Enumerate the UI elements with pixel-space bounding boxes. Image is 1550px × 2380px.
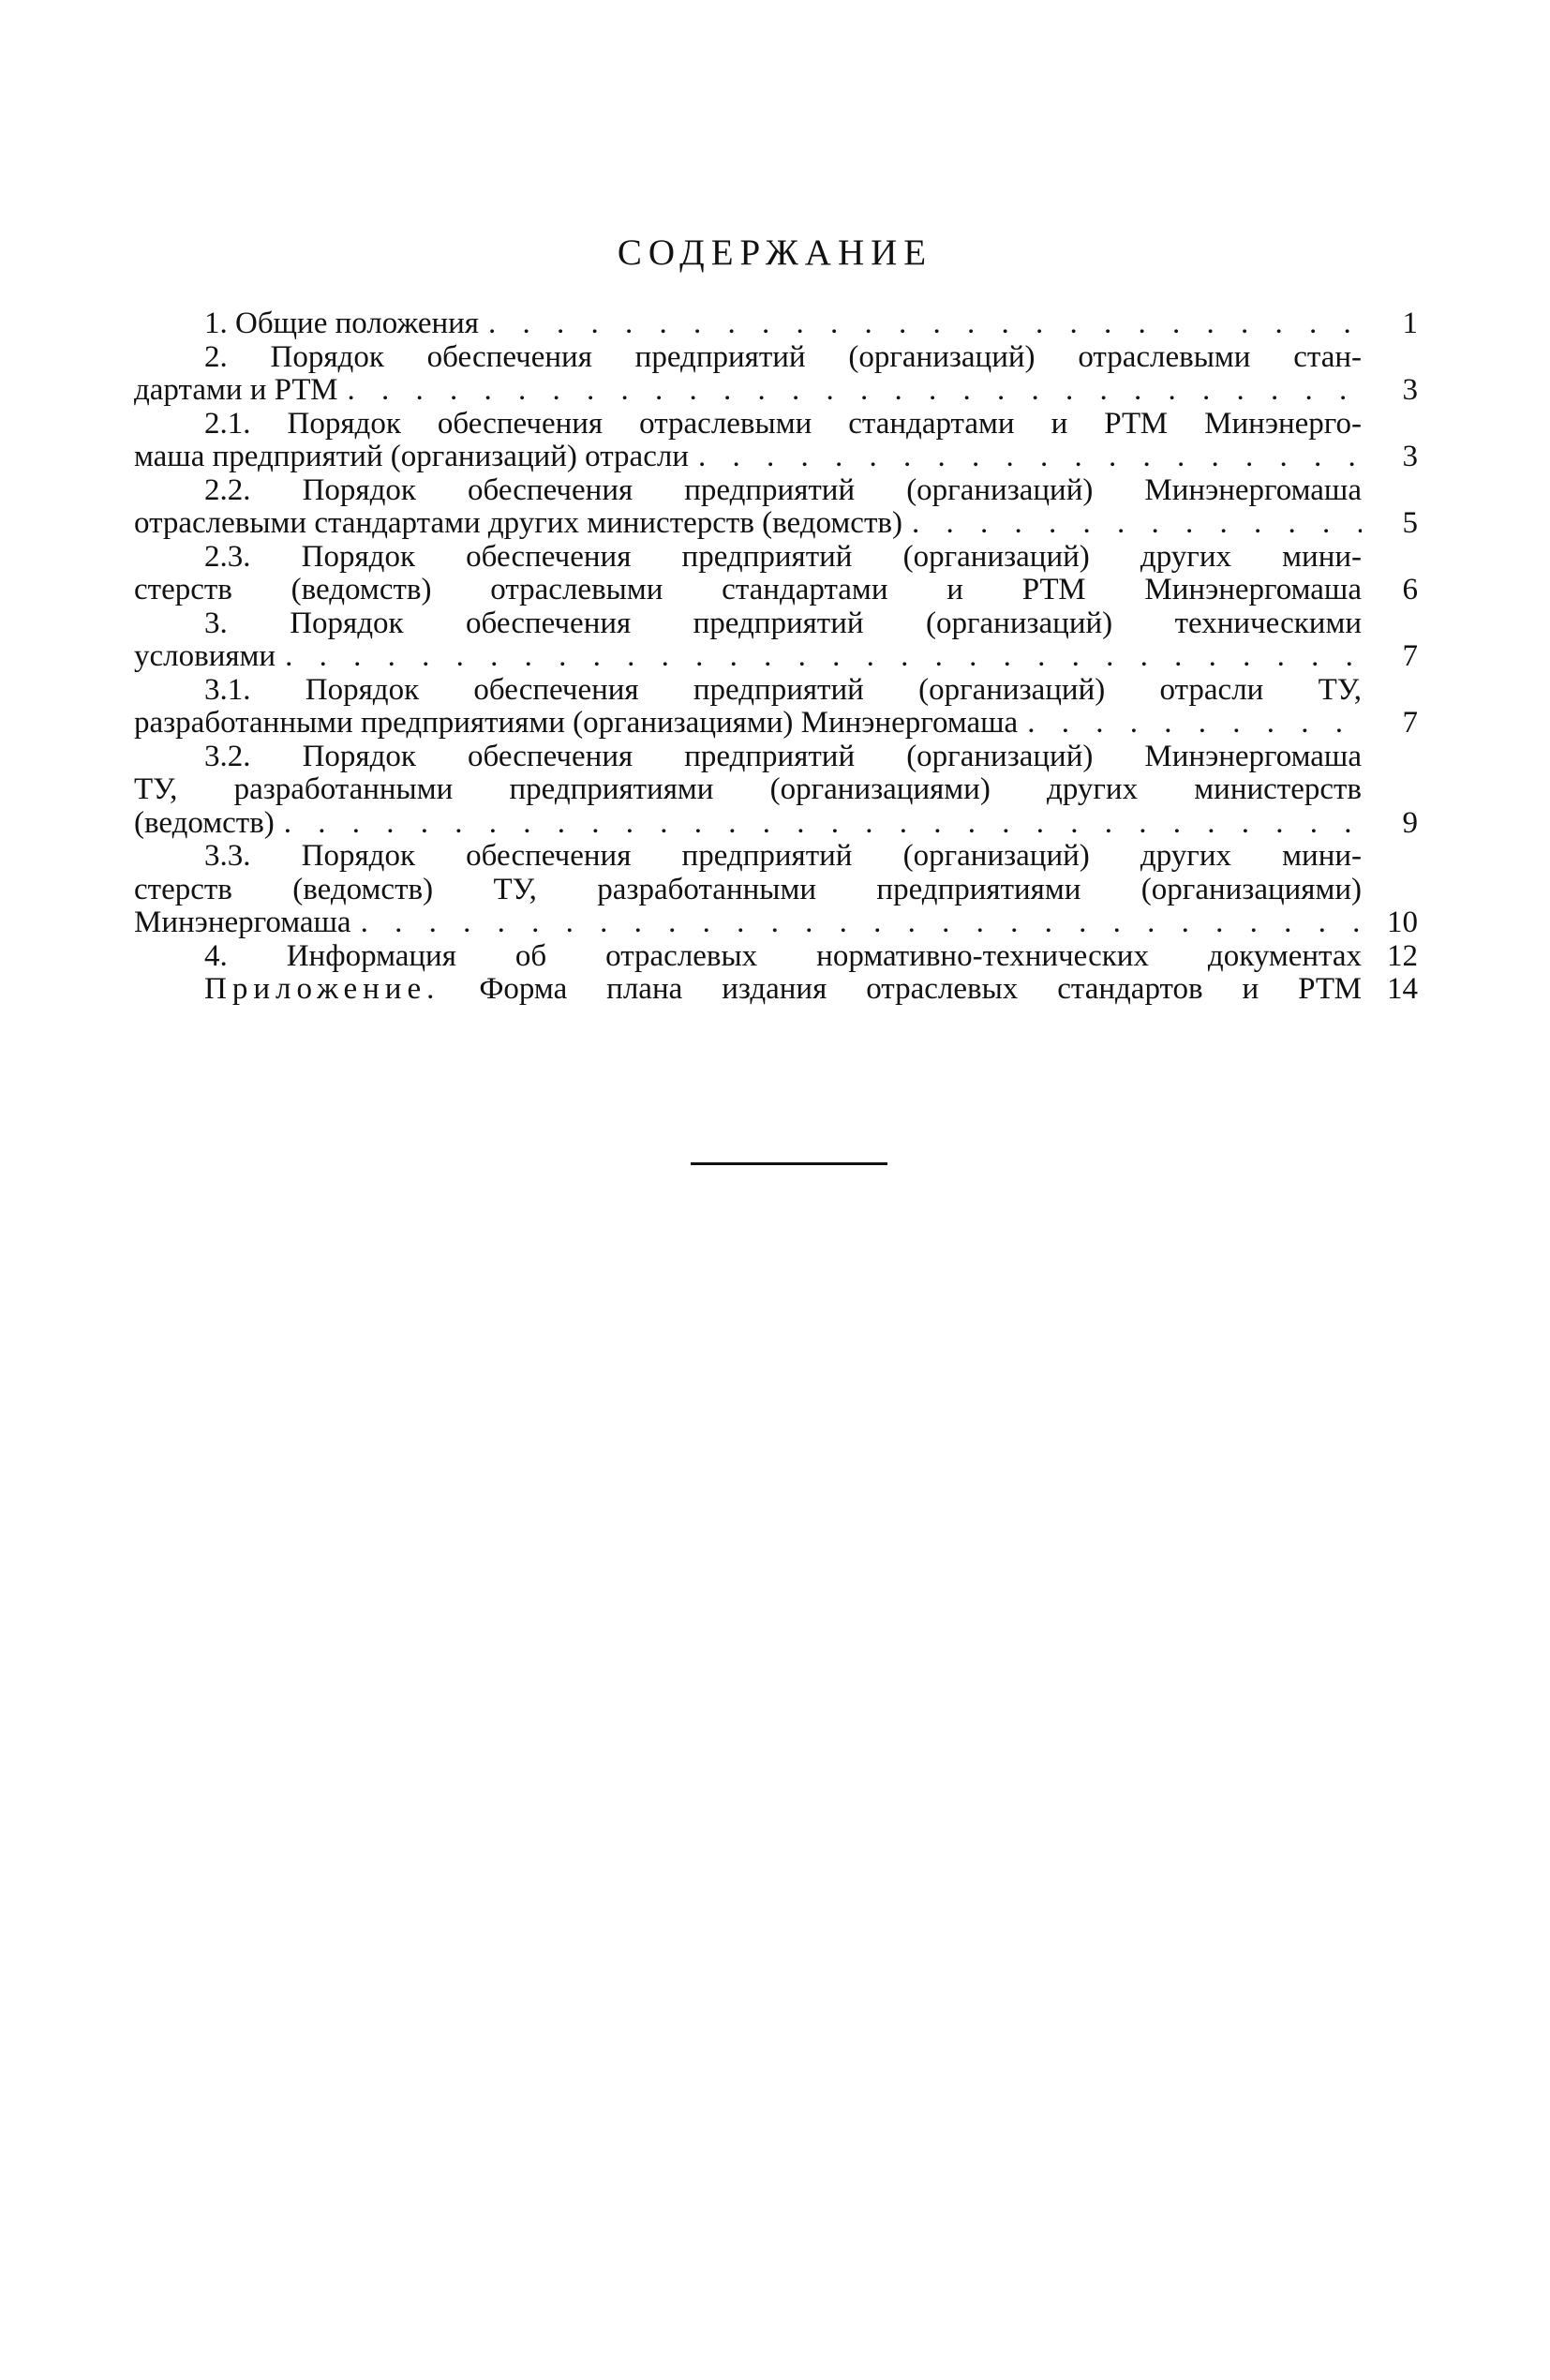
toc-page-number: 6	[1402, 573, 1418, 606]
toc-page-number: 3	[1402, 373, 1418, 407]
toc-line	[134, 773, 1418, 807]
toc-line	[134, 607, 1418, 641]
toc-line	[134, 507, 1418, 541]
toc-entry-text: 3. Порядок обеспечения предприятий (организаций) техническими	[204, 606, 1362, 640]
toc-line	[134, 807, 1418, 841]
dot-leader	[338, 374, 1363, 408]
toc-line	[134, 574, 1418, 607]
toc-entry	[134, 741, 1418, 841]
toc-page-number: 3	[1402, 440, 1418, 473]
toc-entry-text: 2.1. Порядок обеспечения отраслевыми стандартами и РТМ Минэнерго-	[204, 407, 1362, 441]
toc-entry-text: 3.1. Порядок обеспечения предприятий (организаций) отрасли ТУ,	[204, 673, 1362, 707]
appendix-label: Приложение.	[204, 973, 440, 1006]
toc-entry-text: ТУ, разработанными предприятиями (организациями) других министерств	[134, 773, 1362, 806]
toc-entry-appendix	[134, 973, 1418, 1007]
toc-entry	[134, 607, 1418, 674]
toc-page-number: 10	[1387, 906, 1418, 939]
toc-entry-text: отраслевыми стандартами других министерств (ведомств)	[134, 507, 902, 540]
table-of-contents	[134, 307, 1418, 1007]
toc-line	[134, 840, 1418, 874]
toc-entry-text: 3.3. Порядок обеспечения предприятий (организаций) других мини-	[204, 840, 1362, 873]
toc-entry-text: 2.3. Порядок обеспечения предприятий (организаций) других мини-	[204, 540, 1362, 574]
toc-entry-text: маша предприятий (организаций) отрасли	[134, 441, 689, 473]
dot-leader	[689, 441, 1362, 474]
toc-line	[134, 940, 1418, 974]
toc-line	[134, 474, 1418, 508]
toc-page-number: 5	[1402, 506, 1418, 540]
toc-entry-text: условиями	[134, 640, 276, 673]
toc-line	[134, 307, 1418, 341]
toc-page-number: 12	[1387, 938, 1418, 973]
toc-page-number: 14	[1387, 972, 1418, 1006]
page-title: СОДЕРЖАНИЕ	[617, 232, 933, 273]
dot-leader	[351, 906, 1362, 940]
toc-page-number: 7	[1402, 639, 1418, 673]
dot-leader	[1018, 707, 1362, 741]
toc-entry-text: 1. Общие положения	[204, 307, 479, 340]
dot-leader	[276, 640, 1362, 674]
toc-line	[134, 674, 1418, 708]
toc-line	[134, 541, 1418, 575]
toc-line	[134, 341, 1418, 375]
toc-line	[134, 707, 1418, 741]
toc-page-number: 7	[1402, 706, 1418, 740]
toc-entry	[134, 674, 1418, 741]
toc-entry-text: Минэнергомаша	[134, 906, 351, 939]
toc-entry-text: 2. Порядок обеспечения предприятий (организаций) отраслевыми стан-	[204, 340, 1362, 374]
toc-entry-text: Форма плана издания отраслевых стандартов и РТМ	[440, 973, 1362, 1006]
toc-entry-text: стерств (ведомств) ТУ, разработанными предприятиями (организациями)	[134, 873, 1362, 906]
toc-line	[134, 640, 1418, 674]
toc-line	[134, 973, 1418, 1007]
toc-line	[134, 741, 1418, 774]
toc-entry	[134, 341, 1418, 408]
toc-line	[134, 408, 1418, 442]
toc-line	[134, 374, 1418, 408]
dot-leader	[275, 807, 1362, 841]
dot-leader	[479, 307, 1362, 341]
toc-entry	[134, 307, 1418, 341]
toc-entry-text: 4. Информация об отраслевых нормативно-технических документах	[204, 939, 1362, 973]
toc-entry	[134, 840, 1418, 940]
section-divider	[691, 1162, 887, 1165]
toc-entry-text: разработанными предприятиями (организациями) Минэнергомаша	[134, 707, 1019, 740]
toc-entry	[134, 940, 1418, 974]
toc-entry	[134, 408, 1418, 474]
toc-entry-text: 2.2. Порядок обеспечения предприятий (организаций) Минэнергомаша	[204, 473, 1362, 507]
toc-entry-text: 3.2. Порядок обеспечения предприятий (организаций) Минэнергомаша	[204, 740, 1362, 773]
toc-page-number: 1	[1402, 307, 1418, 340]
dot-leader	[902, 507, 1362, 541]
toc-line	[134, 906, 1418, 940]
toc-entry	[134, 474, 1418, 541]
toc-entry-text: (ведомств)	[134, 806, 275, 840]
toc-entry-text: стерств (ведомств) отраслевыми стандартами и РТМ Минэнергомаша	[134, 574, 1362, 606]
toc-entry	[134, 541, 1418, 607]
toc-page-number: 9	[1402, 805, 1418, 840]
toc-entry-text: дартами и РТМ	[134, 374, 338, 407]
toc-line	[134, 441, 1418, 474]
toc-line	[134, 874, 1418, 907]
